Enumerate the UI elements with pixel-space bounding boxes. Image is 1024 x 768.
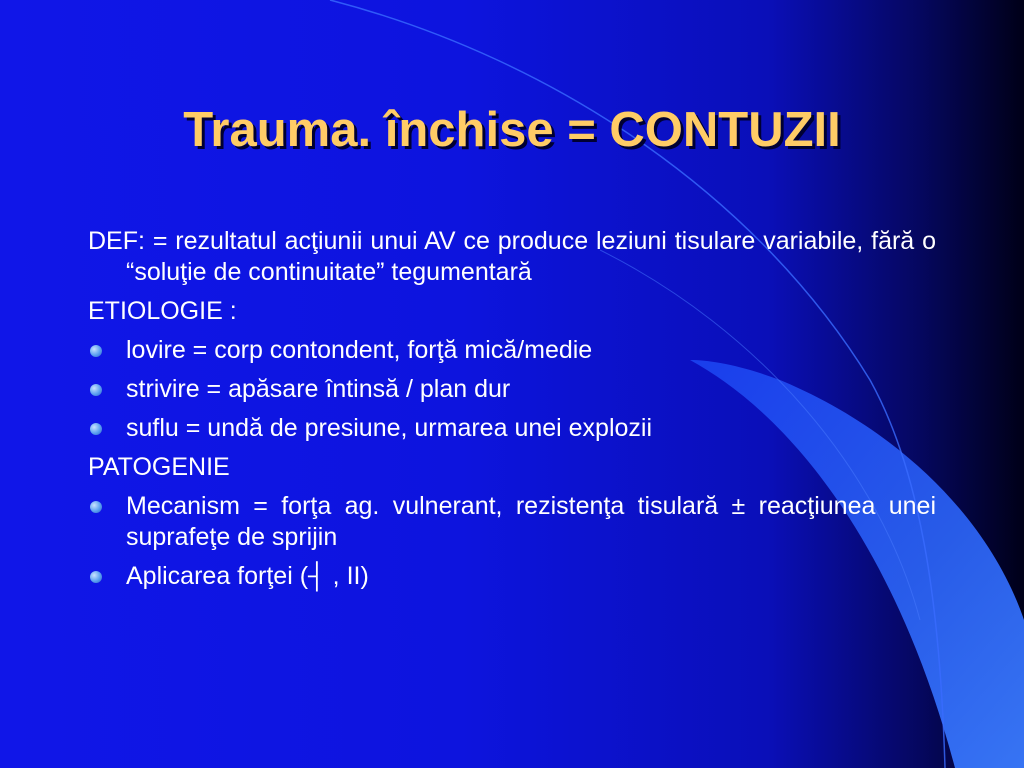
slide-title: Trauma. închise = CONTUZII	[183, 103, 841, 157]
slide-body	[88, 226, 936, 600]
bullet-icon	[90, 345, 102, 357]
bullet-icon	[90, 384, 102, 396]
definition-text: DEF: = rezultatul acţiunii unui AV ce produce leziuni tisulare variabile, fără o “soluţie de continuitate” tegumentară	[88, 227, 936, 286]
bullet-icon	[90, 571, 102, 583]
list-item	[88, 413, 936, 444]
pathogeny-heading: PATOGENIE	[88, 453, 230, 481]
list-item	[88, 374, 936, 405]
etiology-item-text: strivire = apăsare întinsă / plan dur	[126, 375, 511, 403]
list-item	[88, 335, 936, 366]
list-item	[88, 561, 936, 592]
etiology-item-text: lovire = corp contondent, forţă mică/medie	[126, 336, 593, 364]
bullet-icon	[90, 501, 102, 513]
etiology-item-text: suflu = undă de presiune, urmarea unei explozii	[126, 414, 653, 442]
etiology-heading: ETIOLOGIE :	[88, 297, 237, 325]
bullet-icon	[90, 423, 102, 435]
pathogeny-item-text: Aplicarea forţei (┤ , II)	[126, 562, 369, 590]
pathogeny-item-text: Mecanism = forţa ag. vulnerant, rezistenţa tisulară ± reacţiunea unei suprafeţe de sprijin	[126, 492, 936, 551]
list-item	[88, 491, 936, 553]
